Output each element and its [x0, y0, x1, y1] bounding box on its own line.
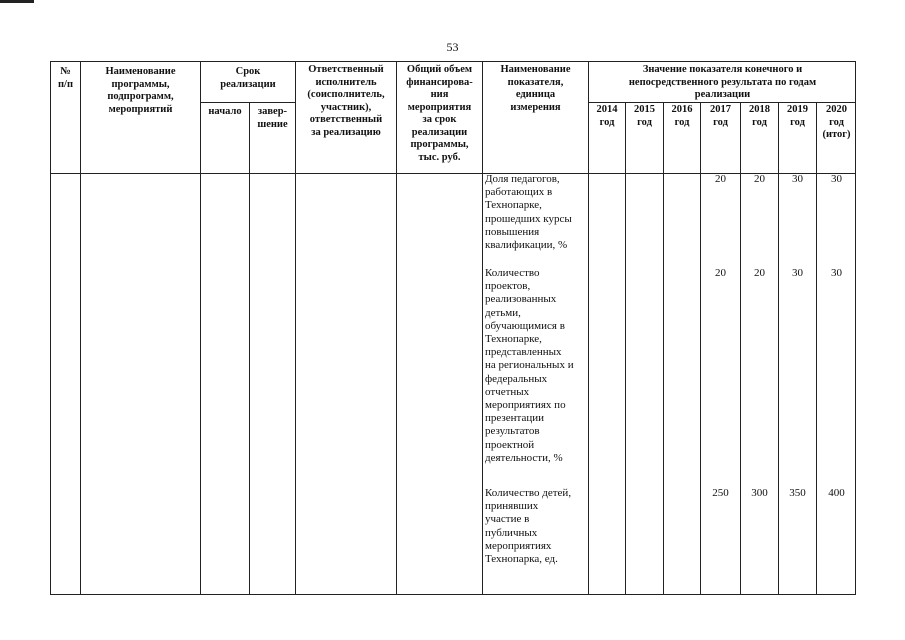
indicator-table [50, 61, 856, 595]
value-cell: 300 [751, 487, 768, 499]
row-divider [200, 102, 295, 103]
header-year: 2015 год [634, 104, 655, 128]
header-year: 2016 год [671, 104, 693, 128]
value-cell: 30 [792, 267, 803, 279]
value-cell: 20 [754, 267, 765, 279]
indicator-cell: Доля педагогов, работающих в Технопарке, прошедших курсы повышения квалификации, % [485, 173, 572, 252]
value-cell: 20 [715, 173, 726, 185]
indicator-cell: Количество детей, принявших участие в публичных мероприятиях Технопарка, ед. [485, 487, 572, 566]
value-cell: 350 [789, 487, 806, 499]
indicator-cell: Количество проектов, реализованных детьми, обучающимися в Технопарке, представленных на региональных и федеральных отчетных мероприятиях по презентации результатов проектной деятельности, % [485, 267, 574, 464]
header-term-end: завер- шение [257, 106, 288, 130]
scan-edge-mark [0, 0, 34, 3]
value-cell: 400 [828, 487, 845, 499]
header-name: Наименование программы, подпрограмм, мероприятий [105, 66, 176, 115]
row-divider [588, 102, 856, 103]
value-cell: 20 [715, 267, 726, 279]
value-cell: 30 [831, 173, 842, 185]
header-year: 2017 год [710, 104, 731, 128]
header-year: 2014 год [596, 104, 618, 128]
header-term: Срок реализации [220, 66, 276, 90]
header-funding: Общий объем финансирова- ния мероприятия за срок реализации программы, тыс. руб. [406, 64, 473, 163]
header-year: 2019 год [787, 104, 808, 128]
value-cell: 30 [792, 173, 803, 185]
col-divider [80, 62, 81, 594]
header-term-start: начало [208, 106, 242, 117]
col-divider [295, 62, 296, 594]
col-divider [249, 102, 250, 594]
header-indicator: Наименование показателя, единица измерения [500, 64, 571, 113]
value-cell: 20 [754, 173, 765, 185]
col-divider [663, 102, 664, 594]
header-num: № п/п [57, 66, 74, 90]
col-divider [200, 62, 201, 594]
col-divider [482, 62, 483, 594]
header-responsible: Ответственный исполнитель (соисполнитель, участник), ответственный за реализацию [307, 64, 385, 138]
value-cell: 30 [831, 267, 842, 279]
page-number: 53 [446, 40, 459, 54]
header-year: 2018 год [749, 104, 770, 128]
value-cell: 250 [712, 487, 729, 499]
header-values-title: Значение показателя конечного и непосредственного результата по годам реализации [628, 64, 817, 100]
header-year: 2020 год (итог) [822, 104, 851, 140]
col-divider [588, 62, 589, 594]
col-divider [625, 102, 626, 594]
